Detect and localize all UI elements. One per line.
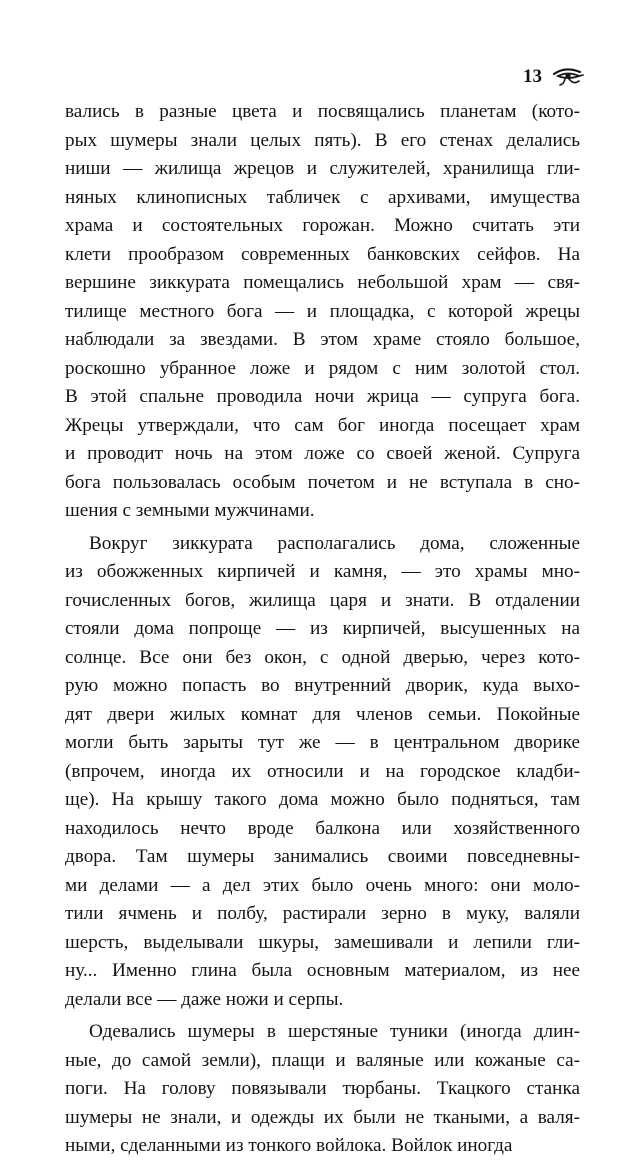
text-line: (впрочем, иногда их относили и на городское кладби- xyxy=(65,760,580,782)
text-line: тилище местного бога — и площадка, с которой жрецы xyxy=(65,300,580,322)
text-line: ниши — жилища жрецов и служителей, хранилища гли- xyxy=(65,158,580,179)
text-line: шумеры не знали, и одежды их были не ткаными, а валя- xyxy=(65,1106,580,1128)
text-line: рую можно попасть во внутренний дворик, куда выхо- xyxy=(65,675,580,696)
body-text xyxy=(65,98,580,1161)
text-line: вались в разные цвета и посвящались планетам (кото- xyxy=(65,101,580,122)
text-line: и проводит ночь на этом ложе со своей женой. Супруга xyxy=(65,443,580,464)
text-line: могли быть зарыты тут же — в центральном дворике xyxy=(65,732,580,753)
text-line: бога пользовалась особым почетом и не вступала в сно- xyxy=(65,471,580,493)
text-line: ными, сделанными из тонкого войлока. Войлок иногда xyxy=(65,1135,513,1156)
text-line: роскошно убранное ложе и рядом с ним золотой стол. xyxy=(65,357,580,379)
text-line: ми делами — а дел этих было очень много: они моло- xyxy=(65,874,580,896)
text-line: шения с земными мужчинами. xyxy=(65,500,315,521)
text-line: поги. На голову повязывали тюрбаны. Ткацкого станка xyxy=(65,1078,580,1099)
text-line: клети прообразом современных банковских сейфов. На xyxy=(65,243,580,265)
text-line: стояли дома попроще — из кирпичей, высушенных на xyxy=(65,618,580,639)
text-line: тили ячмень и полбу, растирали зерно в муку, валяли xyxy=(65,903,580,924)
text-line: шерсть, выделывали шкуры, замешивали и лепили гли- xyxy=(65,931,580,953)
text-line: ну... Именно глина была основным материалом, из нее xyxy=(65,960,580,981)
page-header xyxy=(523,66,584,86)
text-line: двора. Там шумеры занимались своими повседневны- xyxy=(65,846,580,867)
eye-of-horus-icon xyxy=(552,66,584,86)
text-line: Вокруг зиккурата располагались дома, сложенные xyxy=(89,532,580,554)
text-line: ные, до самой земли), плащи и валяные или кожаные са- xyxy=(65,1049,580,1071)
text-line: находилось нечто вроде балкона или хозяйственного xyxy=(65,817,580,839)
text-line: В этой спальне проводила ночи жрица — супруга бога. xyxy=(65,386,580,407)
text-line: Одевались шумеры в шерстяные туники (иногда длин- xyxy=(89,1021,580,1042)
text-line: Жрецы утверждали, что сам бог иногда посещает храм xyxy=(65,414,580,436)
paragraph xyxy=(65,1018,580,1161)
text-line: солнце. Все они без окон, с одной дверью, через кото- xyxy=(65,646,580,668)
text-line: наблюдали за звездами. В этом храме стояло большое, xyxy=(65,329,580,350)
text-line: дят двери жилых комнат для членов семьи. Покойные xyxy=(65,703,580,725)
text-line: делали все — даже ножи и серпы. xyxy=(65,988,344,1010)
text-line: вершине зиккурата помещались небольшой храм — свя- xyxy=(65,272,580,293)
page-number: 13 xyxy=(523,65,542,87)
text-line: гочисленных богов, жилища царя и знати. В отдалении xyxy=(65,589,580,611)
text-line: храма и состоятельных горожан. Можно считать эти xyxy=(65,215,580,236)
text-line: рых шумеры знали целых пять). В его стенах делались xyxy=(65,129,580,151)
text-line: ще). На крышу такого дома можно было подняться, там xyxy=(65,789,580,810)
text-line: няных клинописных табличек с архивами, имущества xyxy=(65,186,580,208)
text-line: из обожженных кирпичей и камня, — это храмы мно- xyxy=(65,561,580,582)
paragraph xyxy=(65,98,580,526)
paragraph xyxy=(65,530,580,1015)
